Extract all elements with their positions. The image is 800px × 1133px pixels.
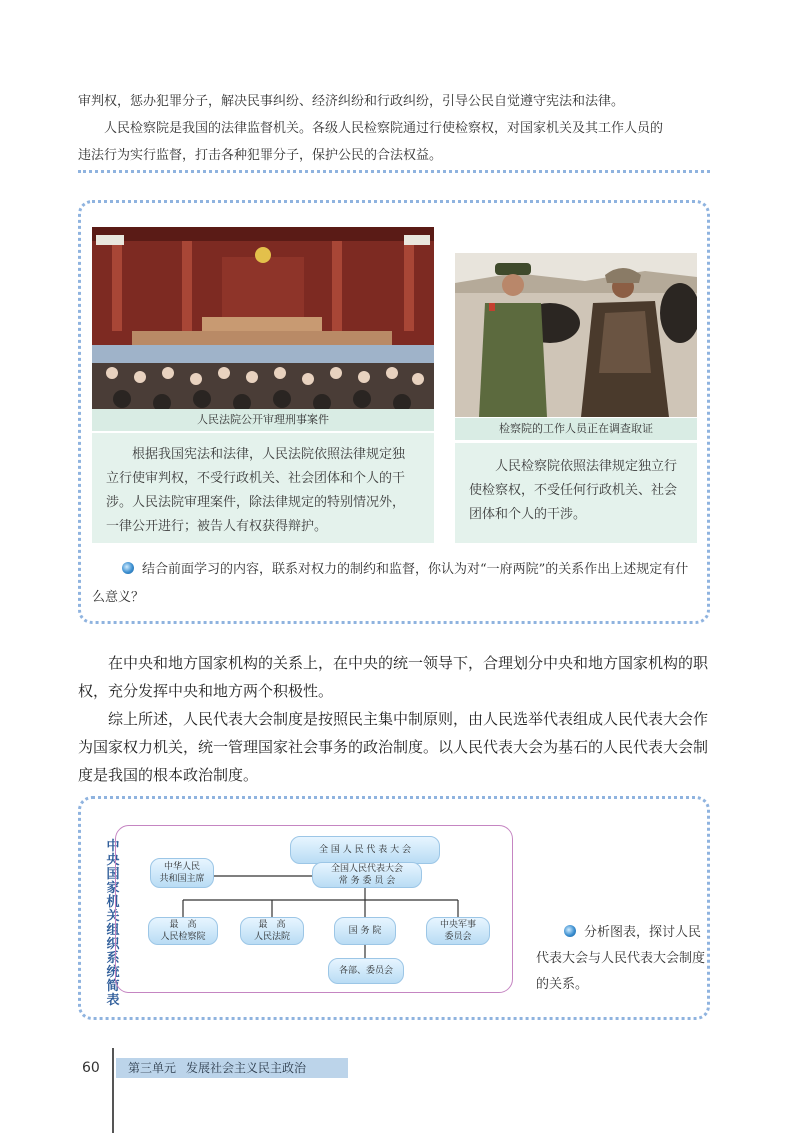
page-number: 60 bbox=[82, 1060, 100, 1076]
node-state-council: 国 务 院 bbox=[334, 917, 396, 945]
node-supreme-court: 最 高 人民法院 bbox=[240, 917, 304, 945]
text-line-judicial: 审判权，惩办犯罪分子，解决民事纠纷、经济纠纷和行政纠纷，引导公民自觉遵守宪法和法律。 bbox=[78, 94, 625, 109]
footer-unit: 第三单元 bbox=[128, 1061, 177, 1075]
node-supreme-procuratorate: 最 高 人民检察院 bbox=[148, 917, 218, 945]
court-explanation: 根据我国宪法和法律，人民法院依照法律规定独立行使审判权，不受行政机关、社会团体和个人的干涉。人民法院审理案件，除法律规定的特别情况外，一律公开进行；被告人有权获得辩护。 bbox=[92, 433, 434, 543]
text-line-procuratorate-2: 违法行为实行监督，打击各种犯罪分子，保护公民的合法权益。 bbox=[78, 148, 443, 163]
chart-analysis-note bbox=[536, 920, 706, 998]
footer-title: 发展社会主义民主政治 bbox=[186, 1061, 307, 1075]
org-chart-title: 中央国家机关组织系统简表 bbox=[106, 839, 120, 1008]
body-paragraph-central-local: 在中央和地方国家机构的关系上，在中央的统一领导下，合理划分中央和地方国家机构的职权，充分发挥中央和地方两个积极性。 bbox=[78, 654, 709, 700]
node-ministries-commissions: 各部、委员会 bbox=[328, 958, 404, 984]
procuratorate-photo-caption: 检察院的工作人员正在调查取证 bbox=[455, 418, 697, 440]
discussion-question-text: 结合前面学习的内容，联系对权力的制约和监督，你认为对“一府两院”的关系作出上述规定有什么意义？ bbox=[92, 562, 689, 605]
chapter-footer bbox=[116, 1058, 348, 1078]
procuratorate-investigation-photo bbox=[455, 253, 697, 417]
node-npc: 全 国 人 民 代 表 大 会 bbox=[290, 836, 440, 864]
node-central-military-commission: 中央军事 委员会 bbox=[426, 917, 490, 945]
procuratorate-explanation: 人民检察院依照法律规定独立行使检察权，不受任何行政机关、社会团体和个人的干涉。 bbox=[455, 443, 697, 543]
discussion-question bbox=[92, 556, 692, 612]
chart-analysis-note-text: 分析图表，探讨人民代表大会与人民代表大会制度的关系。 bbox=[536, 925, 706, 992]
dotted-divider bbox=[78, 170, 710, 173]
footer-vertical-line bbox=[112, 1048, 114, 1133]
body-paragraph-summary: 综上所述，人民代表大会制度是按照民主集中制原则，由人民选举代表组成人民代表大会作为国家权力机关，统一管理国家社会事务的政治制度。以人民代表大会为基石的人民代表大会制度是我国的根本政治制度。 bbox=[78, 710, 709, 784]
court-photo-caption: 人民法院公开审理刑事案件 bbox=[92, 409, 434, 431]
text-line-procuratorate-1: 人民检察院是我国的法律监督机关。各级人民检察院通过行使检察权，对国家机关及其工作人员的 bbox=[78, 121, 664, 136]
bullet-icon bbox=[564, 925, 576, 937]
court-trial-photo bbox=[92, 227, 434, 411]
node-standing-committee: 全国人民代表大会 常 务 委 员 会 bbox=[312, 862, 422, 888]
bullet-icon bbox=[122, 562, 134, 574]
node-president: 中华人民 共和国主席 bbox=[150, 858, 214, 888]
